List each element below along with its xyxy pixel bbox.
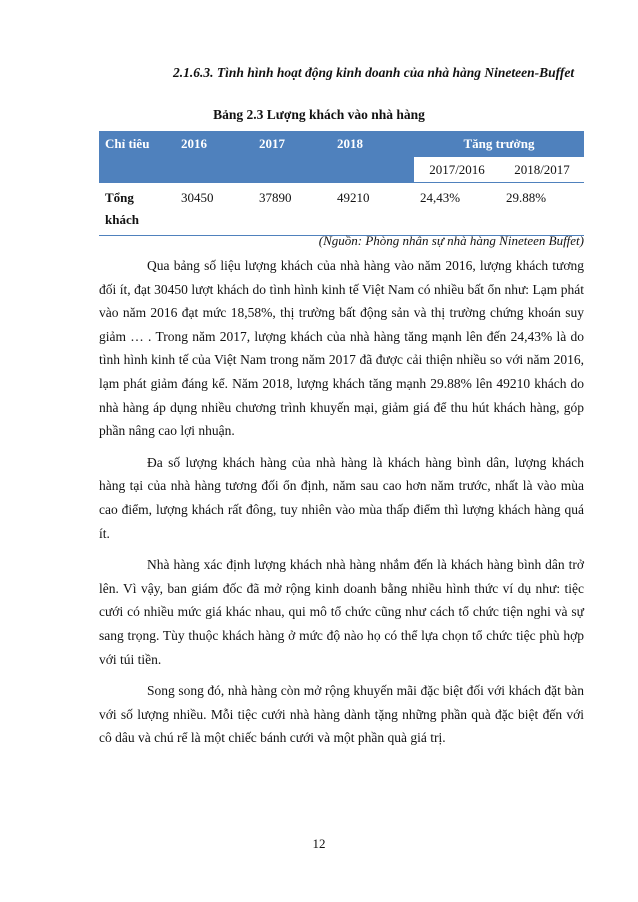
header-indicator: Chỉ tiêu [99,131,175,157]
table-header-row [99,131,584,157]
guest-count-table [99,131,584,236]
paragraph: Nhà hàng xác định lượng khách nhà hàng nhắm đến là khách hàng bình dân trở lên. Vì vậy, ban giám đốc đã mở rộng kinh doanh bằng nhiều hình thức ví dụ như: tiệc cưới có nhiều mức giá khác nhau, qui mô tổ chức cũng như cách tổ chức tiện nghi và sự sang trọng. Tùy thuộc khách hàng ở mức độ nào họ có thể lựa chọn tổ chức tiệc phù hợp với túi tiền. [99,557,584,667]
cell-growth-2017-2016: 24,43% [414,183,500,236]
source-note: (Nguồn: Phòng nhân sự nhà hàng Nineteen Buffet) [318,233,584,248]
header-2016: 2016 [175,131,253,157]
page-number: 12 [312,836,326,851]
paragraph: Đa số lượng khách hàng của nhà hàng là khách hàng bình dân, lượng khách hàng tại của nhà hàng tương đối ổn định, năm sau cao hơn năm trước, nhất là vào mùa cao điểm, lượng khách rất đông, tuy nhiên vào mùa thấp điểm thì lượng khách hàng quá ít. [99,454,584,541]
cell-2017: 37890 [253,183,331,236]
cell-growth-2018-2017: 29.88% [500,183,584,236]
table-caption: Bảng 2.3 Lượng khách vào nhà hàng [213,107,425,122]
subheader-2017-2016: 2017/2016 [414,157,500,183]
header-growth: Tăng trưởng [414,131,584,157]
header-2017: 2017 [253,131,331,157]
subheader-2018-2017: 2018/2017 [500,157,584,183]
body-text [99,254,584,758]
cell-2016: 30450 [175,183,253,236]
paragraph: Qua bảng số liệu lượng khách của nhà hàng vào năm 2016, lượng khách tương đối ít, đạt 30450 lượt khách do tình hình kinh tế Việt Nam có nhiều bất ổn như: Lạm phát vào năm 2016 đạt mức 18,58%, thị trường bất động sản và thị trường chứng khoán suy giảm … . Trong năm 2017, lượng khách của nhà hàng tăng mạnh lên đến 24,43% là do tình hình kinh tế của Việt Nam trong năm 2017 đã được cải thiện nhiều so với năm 2016, lạm phát giảm đáng kể. Năm 2018, lượng khách tăng mạnh 29.88% lên 49210 khách do nhà hàng áp dụng nhiều chương trình khuyến mại, giảm giá để thu hút khách hàng, góp phần nâng cao lợi nhuận. [99,258,584,439]
paragraph: Song song đó, nhà hàng còn mở rộng khuyến mãi đặc biệt đối với khách đặt bàn với số lượng nhiều. Mỗi tiệc cưới nhà hàng dành tặng những phần quà đặc biệt đến với cô dâu và chú rể là một chiếc bánh cưới và một phần quà giá trị. [99,683,584,746]
table-subheader-row [99,157,584,183]
table-row [99,183,584,236]
row-label: Tổng khách [99,183,175,236]
section-heading: 2.1.6.3. Tình hình hoạt động kinh doanh của nhà hàng Nineteen-Buffet [173,65,575,80]
header-2018: 2018 [331,131,414,157]
cell-2018: 49210 [331,183,414,236]
